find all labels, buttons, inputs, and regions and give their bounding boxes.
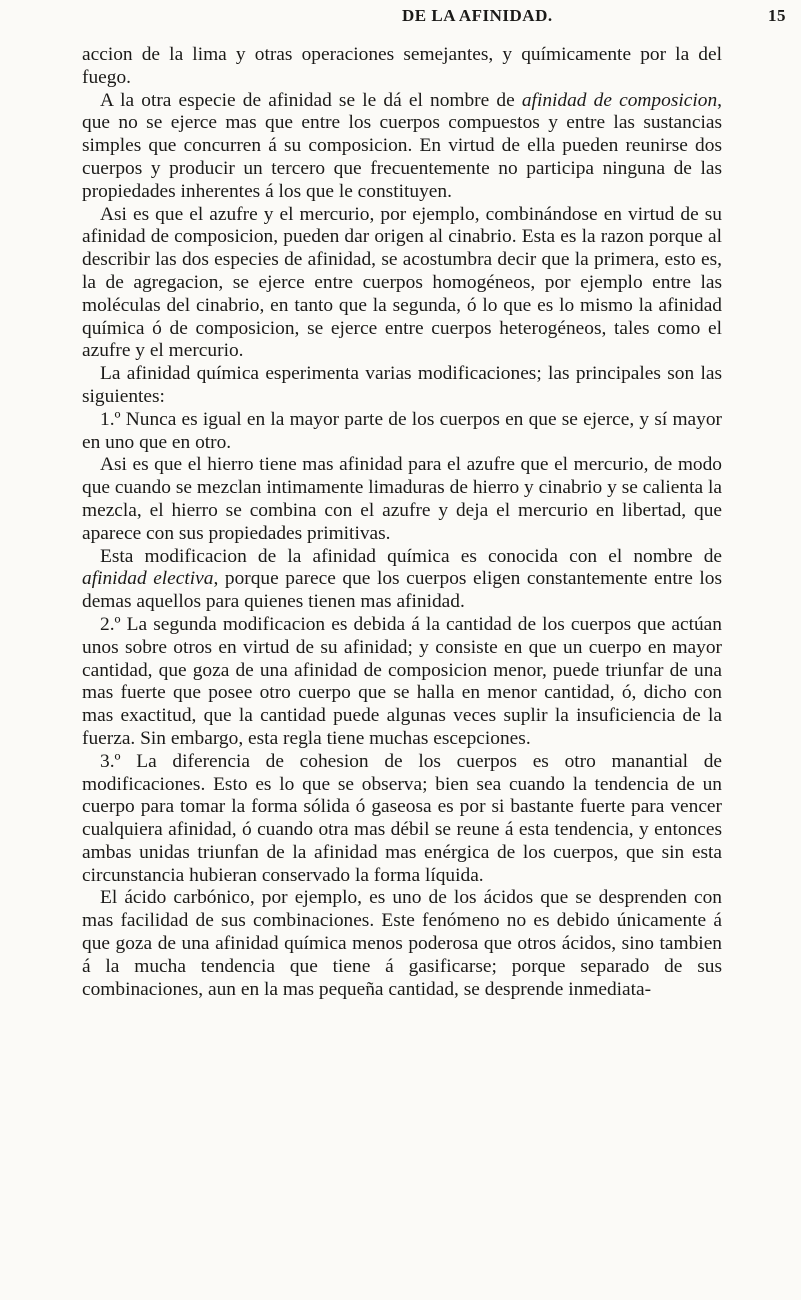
text-run: La afinidad química esperimenta varias modificaciones; las principales son las siguientes: <box>82 363 722 407</box>
text-run: 3.º La diferencia de cohesion de los cuerpos es otro manantial de modificaciones. Esto es lo que se observa; bien sea cuando la tendencia de un cuerpo para tomar la forma sólida ó gaseosa es por si bastante fuerte para vencer cualquiera afinidad, ó cuando otra mas débil se reune á esta tendencia, y entonces ambas unidas triunfan de la afinidad mas enérgica de los cuerpos, que sin esta circunstancia hubieran conservado la forma líquida. <box>82 750 722 886</box>
text-run: Asi es que el hierro tiene mas afinidad para el azufre que el mercurio, de modo que cuando se mezclan intimamente limaduras de hierro y cinabrio y se calienta la mezcla, el hierro se combina con el azufre y deja el mercurio en libertad, que aparece con sus propiedades primitivas. <box>82 454 722 544</box>
italic-term: afinidad de composicion <box>521 89 718 111</box>
italic-term: afinidad electiva <box>82 568 214 590</box>
paragraph <box>82 546 722 614</box>
text-run: A la otra especie de afinidad se le dá el nombre de <box>100 89 522 111</box>
paragraph <box>82 44 722 90</box>
paragraph <box>82 887 722 1001</box>
paragraph <box>82 454 722 545</box>
text-run: Esta modificacion de la afinidad química es conocida con el nombre de <box>100 545 722 567</box>
body-text <box>82 44 722 1001</box>
text-run: accion de la lima y otras operaciones semejantes, y químicamente por la del fuego. <box>82 44 722 88</box>
paragraph <box>82 409 722 455</box>
text-run: 1.º Nunca es igual en la mayor parte de los cuerpos en que se ejerce, y sí mayor en uno que en otro. <box>82 408 722 453</box>
text-run: , porque parece que los cuerpos eligen constantemente entre los demas aquellos para quienes tienen mas afinidad. <box>82 568 722 613</box>
paragraph <box>82 204 722 364</box>
running-title: DE LA AFINIDAD. <box>402 6 553 25</box>
page-number: 15 <box>768 6 786 25</box>
text-run: 2.º La segunda modificacion es debida á la cantidad de los cuerpos que actúan unos sobre otros en virtud de su afinidad; y consiste en que un cuerpo en mayor cantidad, que goza de una afinidad de composicion menor, puede triunfar de una mas fuerte que posee otro cuerpo que se halla en menor cantidad, ó, dicho con mas exactitud, que la cantidad puede algunas veces suplir la insuficiencia de la fuerza. Sin embargo, esta regla tiene muchas escepciones. <box>82 613 722 749</box>
paragraph <box>82 363 722 409</box>
text-run: Asi es que el azufre y el mercurio, por ejemplo, combinándose en virtud de su afinidad de composicion, pueden dar origen al cinabrio. Esta es la razon porque al describir las dos especies de afinidad, se acostumbra decir que la primera, esto es, la de agregacion, se ejerce entre cuerpos homogéneos, por ejemplo entre las moléculas del cinabrio, en tanto que la segunda, ó lo que es lo mismo la afinidad química ó de composicion, se ejerce entre cuerpos heterogéneos, tales como el azufre y el mercurio. <box>82 203 722 362</box>
text-run: , que no se ejerce mas que entre los cuerpos compuestos y entre las sustancias simples que concurren á su composicion. En virtud de ella pueden reunirse dos cuerpos y producir un tercero que frecuentemente no participa ninguna de las propiedades inherentes á los que le constituyen. <box>82 89 722 202</box>
text-run: El ácido carbónico, por ejemplo, es uno de los ácidos que se desprenden con mas facilidad de sus combinaciones. Este fenómeno no es debido únicamente á que goza de una afinidad química menos poderosa que otros ácidos, sino tambien á la mucha tendencia que tiene á gasificarse; porque separado de sus combinaciones, aun en la mas pequeña cantidad, se desprende inmediata- <box>82 887 722 1000</box>
paragraph <box>82 614 722 751</box>
paragraph <box>82 90 722 204</box>
paragraph <box>82 751 722 888</box>
